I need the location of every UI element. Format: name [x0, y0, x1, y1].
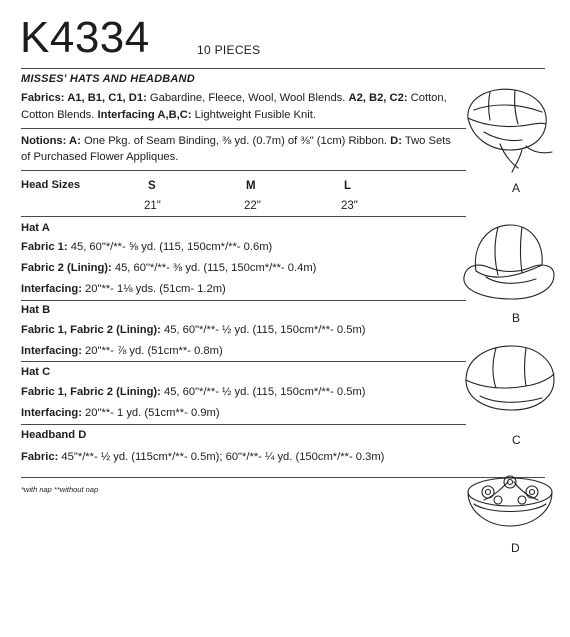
hat-b-illustration	[458, 215, 558, 300]
hat-a-fabric-1	[21, 240, 272, 255]
notions-text-2: Two Sets	[401, 135, 451, 147]
notions-label-2: D:	[390, 135, 402, 147]
hat-b-interfacing	[21, 344, 223, 359]
notions-text-3: of Purchased Flower Appliques.	[21, 151, 179, 163]
pattern-number: K4334	[20, 13, 150, 62]
interfacing-abc-text: Lightweight Fusible Knit.	[191, 109, 316, 121]
size-m-header: M	[246, 180, 256, 192]
size-l-value: 23"	[341, 200, 358, 212]
hat-a-fabric-1-text: 45, 60"*/**- ⅝ yd. (115, 150cm*/**- 0.6m)	[67, 241, 273, 253]
headband-d-title: Headband D	[21, 429, 87, 441]
fabrics-label: Fabrics: A1, B1, C1, D1:	[21, 92, 147, 104]
hat-c-title: Hat C	[21, 366, 51, 378]
hat-b-fabric	[21, 323, 366, 338]
hat-b-interfacing-label: Interfacing:	[21, 345, 82, 357]
hat-b-fabric-text: 45, 60"*/**- ½ yd. (115, 150cm*/**- 0.5m)	[160, 324, 366, 336]
headband-d-illustration	[460, 470, 560, 535]
hat-c-interfacing-text: 20"**- 1 yd. (51cm**- 0.9m)	[81, 407, 220, 419]
header-divider	[21, 68, 545, 69]
hat-b-fabric-label: Fabric 1, Fabric 2 (Lining):	[21, 324, 161, 336]
hat-a-interfacing-text: 20"**- 1⅛ yds. (51cm- 1.2m)	[81, 283, 226, 295]
headband-d-fabric-label: Fabric:	[21, 451, 59, 463]
hat-a-fabric-2	[21, 261, 316, 276]
divider	[21, 300, 466, 301]
fabrics-label-2: A2, B2, C2:	[348, 92, 408, 104]
fabrics-text: Gabardine, Fleece, Wool, Wool Blends.	[146, 92, 349, 104]
size-s-value: 21"	[144, 200, 161, 212]
hat-a-interfacing	[21, 282, 226, 297]
hat-a-title: Hat A	[21, 222, 50, 234]
hat-b-title: Hat B	[21, 304, 51, 316]
hat-a-interfacing-label: Interfacing:	[21, 283, 82, 295]
fabrics-text-2: Cotton,	[407, 92, 447, 104]
hat-c-interfacing	[21, 406, 220, 421]
divider	[21, 216, 466, 217]
pattern-subtitle: MISSES' HATS AND HEADBAND	[21, 73, 195, 85]
fabrics-text-3: Cotton Blends.	[21, 109, 98, 121]
hat-c-fabric-label: Fabric 1, Fabric 2 (Lining):	[21, 386, 161, 398]
view-label-b: B	[512, 311, 521, 325]
headband-d-fabric	[21, 450, 384, 465]
hat-c-fabric	[21, 385, 366, 400]
size-m-value: 22"	[244, 200, 261, 212]
fabrics-line-2	[21, 108, 316, 123]
hat-a-illustration	[460, 80, 560, 175]
interfacing-abc-label: Interfacing A,B,C:	[97, 109, 192, 121]
divider	[21, 424, 466, 425]
notions-label: Notions: A:	[21, 135, 81, 147]
divider	[21, 170, 466, 171]
notions-line-2	[21, 150, 178, 165]
headband-d-fabric-text: 45"*/**- ½ yd. (115cm*/**- 0.5m); 60"*/**- ¼ yd. (150cm*/**- 0.3m)	[58, 451, 385, 463]
size-s-header: S	[148, 180, 156, 192]
head-sizes-label: Head Sizes	[21, 179, 81, 191]
divider	[21, 128, 466, 129]
hat-c-fabric-text: 45, 60"*/**- ½ yd. (115, 150cm*/**- 0.5m)	[160, 386, 366, 398]
hat-c-interfacing-label: Interfacing:	[21, 407, 82, 419]
hat-b-interfacing-text: 20"**- ⅞ yd. (51cm**- 0.8m)	[81, 345, 223, 357]
hat-a-fabric-2-label: Fabric 2 (Lining):	[21, 262, 112, 274]
view-label-d: D	[511, 541, 520, 555]
view-label-c: C	[512, 433, 521, 447]
hat-a-fabric-1-label: Fabric 1:	[21, 241, 68, 253]
notions-line-1	[21, 134, 451, 149]
hat-c-illustration	[460, 340, 560, 420]
nap-footnote: *with nap **without nap	[21, 485, 99, 494]
fabrics-line-1	[21, 91, 447, 106]
piece-count: 10 PIECES	[197, 43, 261, 57]
hat-a-fabric-2-text: 45, 60"*/**- ⅜ yd. (115, 150cm*/**- 0.4m)	[111, 262, 317, 274]
notions-text: One Pkg. of Seam Binding, ⅜ yd. (0.7m) of ⅜" (1cm) Ribbon.	[80, 135, 391, 147]
divider	[21, 361, 466, 362]
view-label-a: A	[512, 181, 521, 195]
size-l-header: L	[344, 180, 352, 192]
